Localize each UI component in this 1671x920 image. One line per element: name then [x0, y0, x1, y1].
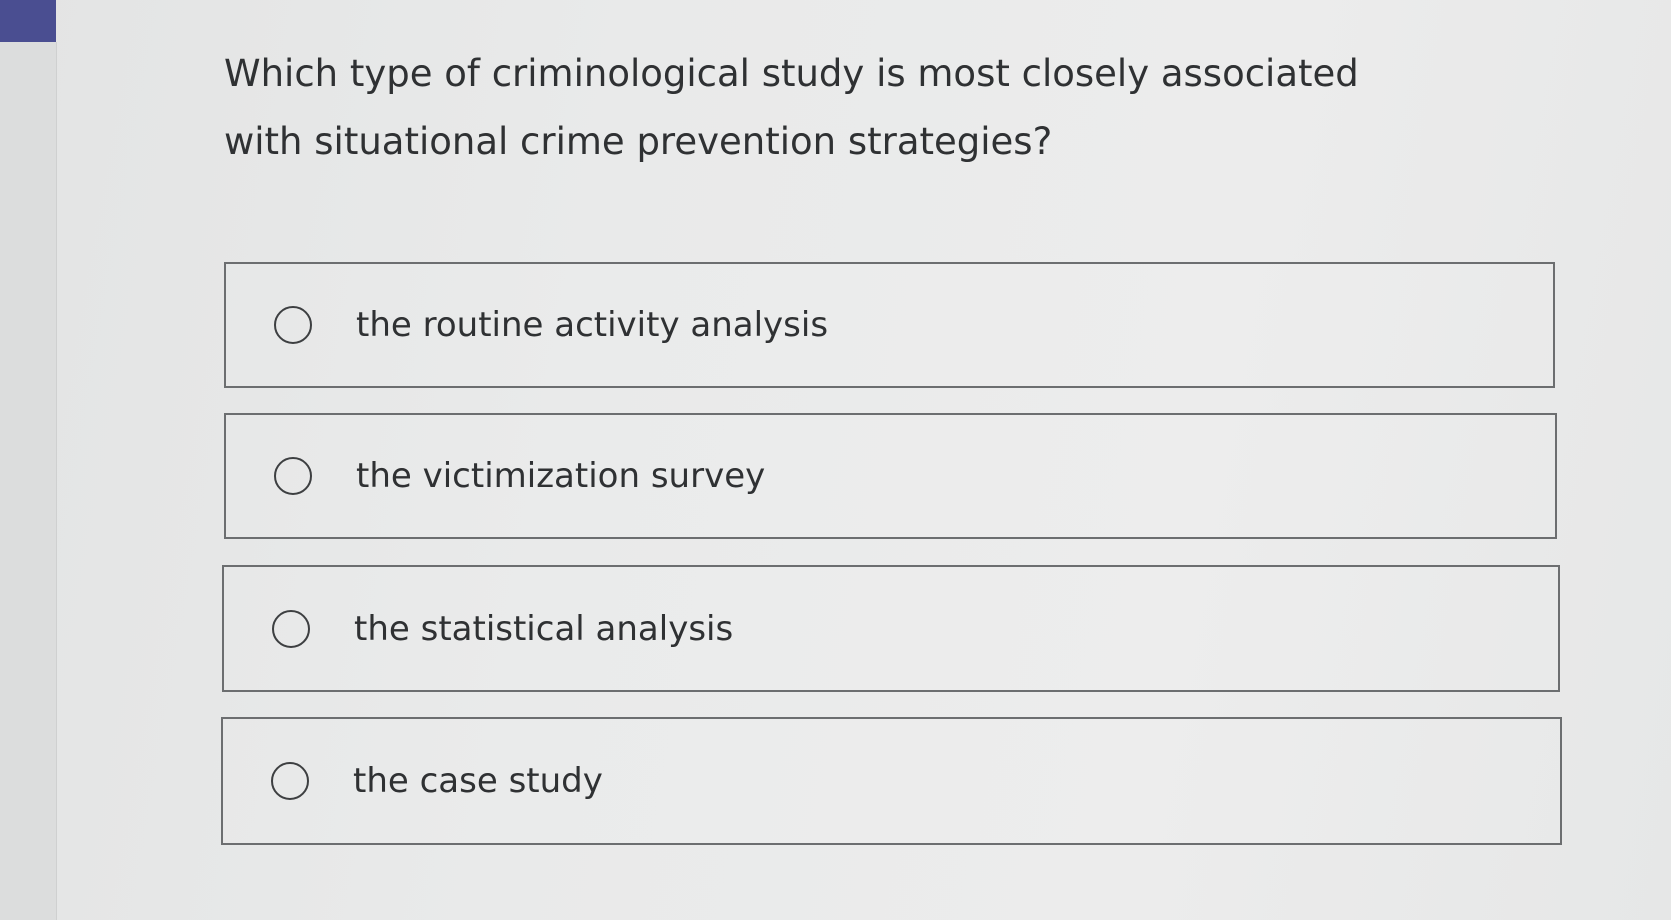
answer-option-label: the case study: [353, 761, 603, 801]
answer-option-label: the statistical analysis: [354, 608, 734, 649]
answer-option-victimization-survey[interactable]: [224, 413, 1557, 539]
answer-option-routine-activity[interactable]: [224, 262, 1555, 388]
answer-option-label: the victimization survey: [356, 456, 766, 496]
answer-option-label: the routine activity analysis: [356, 305, 829, 345]
radio-button-icon[interactable]: [274, 457, 312, 495]
radio-button-icon[interactable]: [271, 762, 309, 800]
accent-tab: [0, 0, 56, 42]
answer-option-case-study[interactable]: [221, 717, 1562, 845]
radio-button-icon[interactable]: [272, 610, 310, 648]
answer-option-statistical-analysis[interactable]: [222, 565, 1560, 692]
left-rail: [0, 42, 57, 920]
question-text: Which type of criminological study is most closely associated with situational crime prevention strategies?: [224, 52, 1359, 163]
radio-button-icon[interactable]: [274, 306, 312, 344]
